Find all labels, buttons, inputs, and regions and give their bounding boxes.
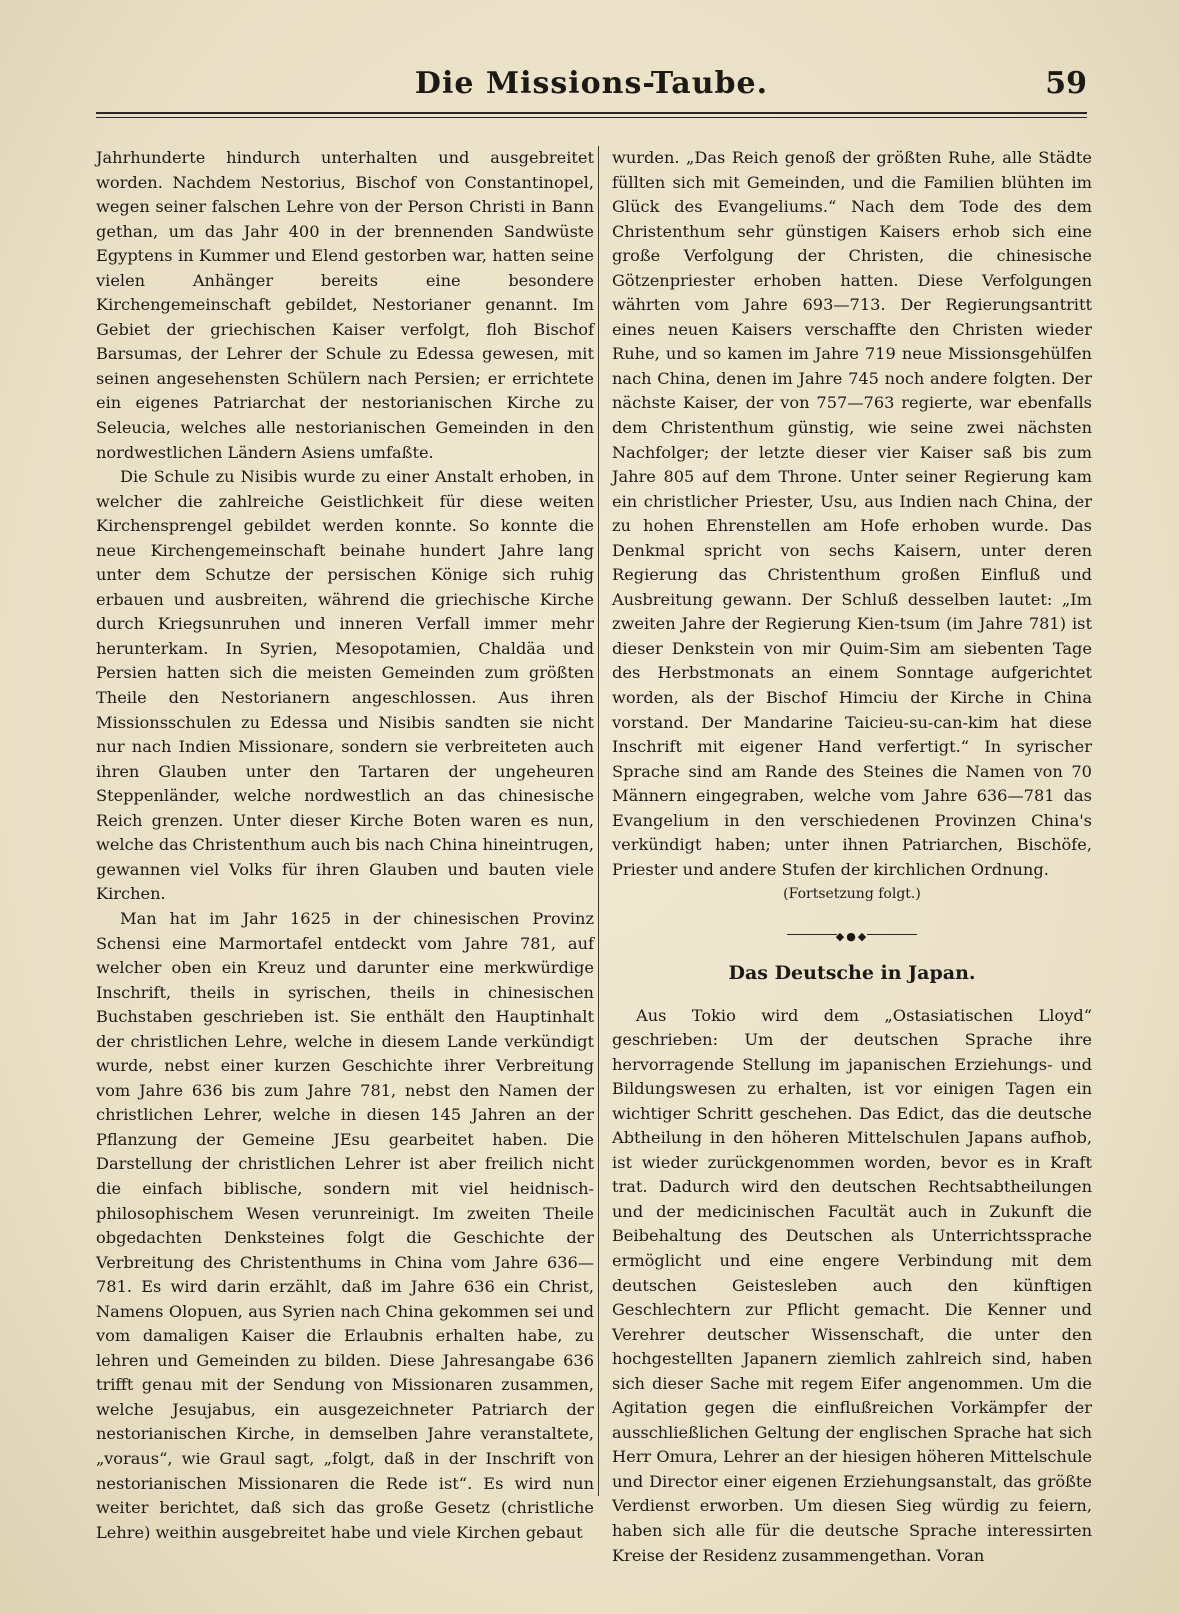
paragraph: Aus Tokio wird dem „Ostasiatischen Lloyd“ geschrieben: Um der deutschen Sprache ihre hervorragende Stellung im japanischen Erziehungs- und Bildungswesen zu erhalten, ist vor einigen Tagen ein wichtiger Schritt geschehen. Das Edict, das die deutsche Abtheilung in den höheren Mittelschulen Japans aufhob, ist wieder zurückgenommen worden, bevor es in Kraft trat. Dadurch wird den deutschen Rechtsabtheilungen und der medicinischen Facultät auch in Zukunft die Beibehaltung des Deutschen als Unterrichtssprache ermöglicht und eine engere Verbindung mit dem deutschen Geistesleben auch den künftigen Geschlechtern zur Pflicht gemacht. Die Kenner und Verehrer deutscher Wissenschaft, die unter den hochgestellten Japanern ziemlich zahlreich sind, haben sich dieser Sache mit regem Eifer angenommen. Um die Agitation gegen die einflußreichen Vorkämpfer der ausschließlichen Geltung der englischen Sprache hat sich Herr Omura, Lehrer an der hiesigen höheren Mittelschule und Director einer eigenen Erziehungsanstalt, das größte Verdienst erworben. Um diesen Sieg würdig zu feiern, haben sich alle für die deutsche Sprache interessirten Kreise der Residenz zusammengethan. Voran [612,1005,1092,1565]
page-number: 59 [1045,66,1087,101]
separator-line [867,934,917,935]
continuation-note: (Fortsetzung folgt.) [783,886,921,903]
section-separator [787,929,917,941]
section-title: Das Deutsche in Japan. [728,961,976,984]
column-divider [598,146,599,1496]
page-header [96,66,1087,106]
paragraph: wurden. „Das Reich genoß der größten Ruhe, alle Städte füllten sich mit Gemeinden, und die Familien blühten im Glück des Evangeliums.“ Nach dem Tode des dem Christenthum sehr günstigen Kaisers erhob sich eine große Verfolgung der Christen, die chinesische Götzenpriester erhoben hatten. Diese Verfolgungen währten vom Jahre 693—713. Der Regierungsantritt eines neuen Kaisers verschaffte den Christen wieder Ruhe, und so kamen im Jahre 719 neue Missionsgehülfen nach China, denen im Jahre 745 noch andere folgten. Der nächste Kaiser, der von 757—763 regierte, war ebenfalls dem Christenthum günstig, wie seine zwei nächsten Nachfolger; der letzte dieser vier Kaiser saß bis zum Jahre 805 auf dem Throne. Unter seiner Regierung kam ein christlicher Priester, Usu, aus Indien nach China, der zu hohen Ehrenstellen am Hofe erhoben wurde. Das Denkmal spricht von sechs Kaisern, unter deren Regierung das Christenthum großen Einfluß und Ausbreitung gewann. Der Schluß desselben lautet: „Im zweiten Jahre der Regierung Kien-tsum (im Jahre 781) ist dieser Denkstein von mir Quim-Sim am siebenten Tage des Herbstmonats an einem Sonntage aufgerichtet worden, als der Bischof Himciu der Kirche in China vorstand. Der Mandarine Taicieu-su-can-kim hat diese Inschrift mit eigener Hand verfertigt.“ In syrischer Sprache sind am Rande des Steines die Namen von 70 Männern eingegraben, welche vom Jahre 636—781 das Evangelium in den verschiedenen Provinzen China's verkündigt haben; unter ihnen Patriarchen, Bischöfe, Priester und andere Stufen der kirchlichen Ordnung. [612,148,1092,879]
running-title: Die Missions-Taube. [414,66,769,101]
right-column [612,146,1092,1568]
separator-ornament-icon: ◆●◆ [835,929,869,943]
paragraph: Jahrhunderte hindurch unterhalten und ausgebreitet worden. Nachdem Nestorius, Bischof von Constantinopel, wegen seiner falschen Lehre von der Person Christi in Bann gethan, um das Jahr 400 in der brennenden Sandwüste Egyptens in Kummer und Elend gestorben war, hatten seine vielen Anhänger bereits eine besondere Kirchengemeinschaft gebildet, Nestorianer genannt. Im Gebiet der griechischen Kaiser verfolgt, floh Bischof Barsumas, der Lehrer der Schule zu Edessa gewesen, mit seinen angesehensten Schülern nach Persien; er errichtete ein eigenes Patriarchat der nestorianischen Kirche zu Seleucia, welches alle nestorianischen Gemeinden in den nordwestlichen Ländern Asiens umfaßte. [96,148,594,462]
paragraph: Man hat im Jahr 1625 in der chinesischen Provinz Schensi eine Marmortafel entdeckt vom Jahre 781, auf welcher oben ein Kreuz und darunter eine merkwürdige Inschrift, theils in syrischen, theils in chinesischen Buchstaben geschrieben ist. Sie enthält den Hauptinhalt der christlichen Lehre, welche in diesem Lande verkündigt wurde, nebst einer kurzen Geschichte ihrer Verbreitung vom Jahre 636 bis zum Jahre 781, nebst den Namen der christlichen Lehrer, welche in diesen 145 Jahren an der Pflanzung der Gemeine JEsu gearbeitet haben. Die Darstellung der christlichen Lehrer ist aber freilich nicht die einfach biblische, sondern mit viel heidnisch-philosophischem Wesen verunreinigt. Im zweiten Theile obgedachten Denksteines folgt die Geschichte der Verbreitung des Christenthums in China vom Jahre 636—781. Es wird darin erzählt, daß im Jahre 636 ein Christ, Namens Olopuen, aus Syrien nach China gekommen sei und vom damaligen Kaiser die Erlaubnis erhalten habe, zu lehren und Gemeinden zu bilden. Diese Jahresangabe 636 trifft genau mit der Sendung von Missionaren zusammen, welche Jesujabus, ein ausgezeichneter Patriarch der nestorianischen Kirche, in demselben Jahre veranstaltete, „voraus“, wie Graul sagt, „folgt, daß in der Inschrift von nestorianischen Missionaren die Rede ist“. Es wird nun weiter berichtet, daß sich das große Gesetz (christliche Lehre) weithin ausgebreitet habe und viele Kirchen gebaut [96,908,594,1542]
paragraph: Die Schule zu Nisibis wurde zu einer Anstalt erhoben, in welcher die zahlreiche Geistlichkeit für diese weiten Kirchensprengel gebildet werden konnte. So konnte die neue Kirchengemeinschaft beinahe hundert Jahre lang unter dem Schutze der persischen Könige sich ruhig erbauen und ausbreiten, während die griechische Kirche durch Kriegsunruhen und inneren Verfall immer mehr herunterkam. In Syrien, Mesopotamien, Chaldäa und Persien hatten sich die meisten Gemeinden zum größten Theile den Nestorianern angeschlossen. Aus ihren Missionsschulen zu Edessa und Nisibis sandten sie nicht nur nach Indien Missionare, sondern sie verbreiteten auch ihren Glauben unter den Tartaren der ungeheuren Steppenländer, welche nordwestlich an das chinesische Reich grenzen. Unter dieser Kirche Boten waren es nun, welche das Christenthum auch bis nach China hineintrugen, gewannen viel Volks für ihren Glauben und bauten viele Kirchen. [96,467,594,904]
header-rule [96,112,1087,118]
left-column [96,146,594,1545]
